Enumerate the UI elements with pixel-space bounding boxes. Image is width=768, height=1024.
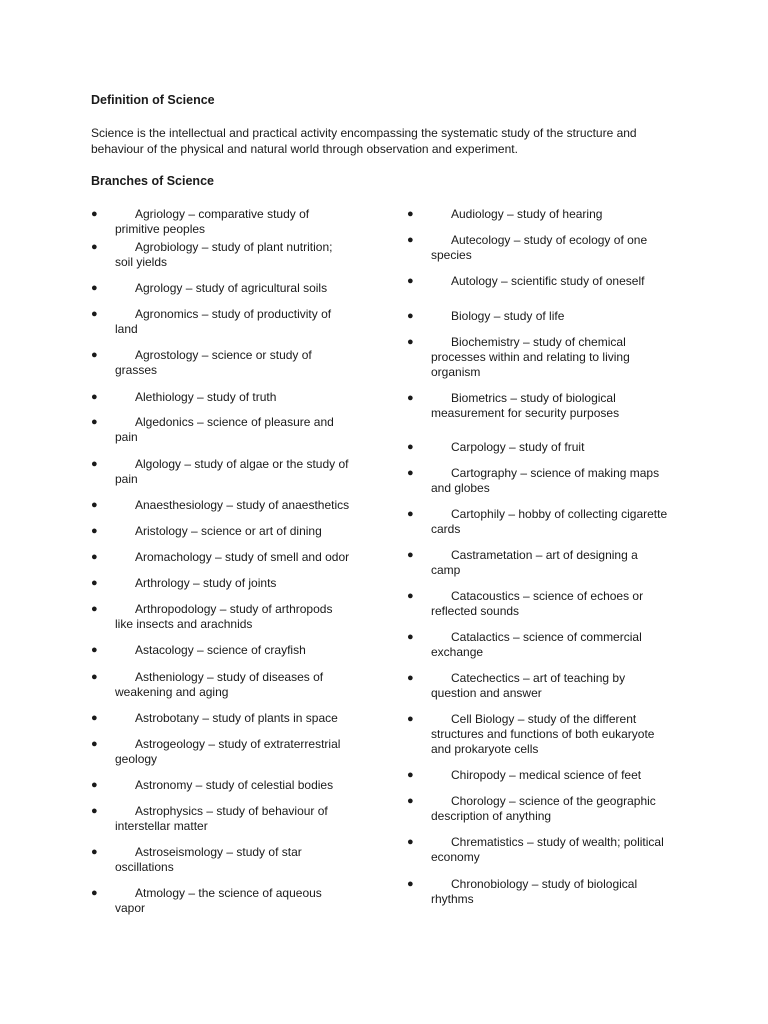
bullet-icon: ● — [91, 644, 98, 656]
list-item-text: Biometrics – study of biological measurement for security purposes — [431, 391, 620, 420]
bullet-icon: ● — [407, 631, 414, 643]
list-item-text: Arthrology – study of joints — [135, 576, 277, 590]
list-item-text: Astronomy – study of celestial bodies — [135, 778, 334, 792]
list-item — [407, 835, 669, 865]
list-item — [91, 643, 353, 658]
bullet-icon: ● — [91, 241, 98, 253]
list-item-text: Audiology – study of hearing — [451, 207, 603, 221]
list-item-text: Biochemistry – study of chemical processes within and relating to living organism — [431, 335, 630, 379]
list-item — [91, 670, 353, 700]
bullet-icon: ● — [91, 671, 98, 683]
bullet-icon: ● — [407, 234, 414, 246]
bullet-icon: ● — [91, 805, 98, 817]
list-item-text: Chrematistics – study of wealth; political economy — [431, 835, 664, 864]
bullet-icon: ● — [91, 208, 98, 220]
list-item-text: Astheniology – study of diseases of weakening and aging — [115, 670, 324, 699]
list-item-text: Agronomics – study of productivity of land — [115, 307, 332, 336]
list-item — [407, 391, 669, 421]
list-item-text: Astrophysics – study of behaviour of interstellar matter — [115, 804, 328, 833]
bullet-icon: ● — [407, 795, 414, 807]
list-item-text: Agrostology – science or study of grasses — [115, 348, 312, 377]
bullet-icon: ● — [407, 878, 414, 890]
list-item-text: Agrology – study of agricultural soils — [135, 281, 328, 295]
bullet-icon: ● — [91, 887, 98, 899]
list-item — [407, 466, 669, 496]
list-item-text: Autecology – study of ecology of one species — [431, 233, 648, 262]
list-item-text: Catacoustics – science of echoes or reflected sounds — [431, 589, 644, 618]
list-item — [407, 440, 669, 455]
bullet-icon: ● — [407, 672, 414, 684]
bullet-icon: ● — [91, 712, 98, 724]
list-item — [407, 877, 669, 907]
bullet-icon: ● — [91, 308, 98, 320]
bullet-icon: ● — [407, 769, 414, 781]
list-item-text: Arthropodology – study of arthropods like insects and arachnids — [115, 602, 333, 631]
list-item-text: Alethiology – study of truth — [135, 390, 277, 404]
list-item-text: Algedonics – science of pleasure and pain — [115, 415, 334, 444]
list-item — [407, 335, 669, 380]
bullet-icon: ● — [91, 416, 98, 428]
list-item — [91, 778, 353, 793]
list-item — [91, 711, 353, 726]
list-item-text: Chorology – science of the geographic description of anything — [431, 794, 656, 823]
list-item — [407, 630, 669, 660]
list-item — [91, 602, 353, 632]
list-item-text: Agriology – comparative study of primitive peoples — [115, 207, 310, 236]
list-item — [91, 886, 353, 916]
list-item — [91, 737, 353, 767]
list-item-text: Astrogeology – study of extraterrestrial geology — [115, 737, 341, 766]
definition-heading: Definition of Science — [91, 93, 215, 107]
list-item-text: Aristology – science or art of dining — [135, 524, 322, 538]
bullet-icon: ● — [407, 208, 414, 220]
bullet-icon: ● — [407, 275, 414, 287]
list-item — [91, 845, 353, 875]
list-item-text: Atmology – the science of aqueous vapor — [115, 886, 322, 915]
bullet-icon: ● — [407, 549, 414, 561]
branches-heading: Branches of Science — [91, 174, 214, 188]
bullet-icon: ● — [407, 336, 414, 348]
list-item-text: Astroseismology – study of star oscillations — [115, 845, 302, 874]
list-item — [407, 207, 669, 222]
list-item — [91, 207, 353, 237]
list-item — [91, 524, 353, 539]
list-item — [407, 233, 669, 263]
list-item — [407, 768, 669, 783]
list-item-text: Carpology – study of fruit — [451, 440, 585, 454]
bullet-icon: ● — [91, 577, 98, 589]
list-item — [91, 415, 353, 445]
list-item — [407, 589, 669, 619]
bullet-icon: ● — [91, 738, 98, 750]
bullet-icon: ● — [407, 590, 414, 602]
list-item — [407, 548, 669, 578]
list-item — [91, 550, 353, 565]
list-item — [407, 794, 669, 824]
list-item — [407, 507, 669, 537]
bullet-icon: ● — [407, 441, 414, 453]
list-item — [407, 712, 669, 757]
list-item-text: Agrobiology – study of plant nutrition; soil yields — [115, 240, 333, 269]
list-item-text: Algology – study of algae or the study of pain — [115, 457, 349, 486]
bullet-icon: ● — [91, 282, 98, 294]
bullet-icon: ● — [91, 499, 98, 511]
list-item-text: Autology – scientific study of oneself — [451, 274, 645, 288]
list-item-text: Cartophily – hobby of collecting cigarette cards — [431, 507, 668, 536]
list-item-text: Anaesthesiology – study of anaesthetics — [135, 498, 350, 512]
bullet-icon: ● — [407, 310, 414, 322]
bullet-icon: ● — [407, 392, 414, 404]
list-item-text: Aromachology – study of smell and odor — [135, 550, 350, 564]
bullet-icon: ● — [91, 458, 98, 470]
list-item — [91, 348, 353, 378]
bullet-icon: ● — [407, 467, 414, 479]
list-item-text: Biology – study of life — [451, 309, 565, 323]
list-item-text: Catalactics – science of commercial exchange — [431, 630, 642, 659]
bullet-icon: ● — [91, 551, 98, 563]
list-item — [91, 281, 353, 296]
list-item — [91, 576, 353, 591]
bullet-icon: ● — [91, 779, 98, 791]
list-item — [91, 307, 353, 337]
list-item-text: Castrametation – art of designing a camp — [431, 548, 638, 577]
bullet-icon: ● — [91, 391, 98, 403]
list-item — [407, 274, 669, 289]
bullet-icon: ● — [407, 508, 414, 520]
list-item — [91, 804, 353, 834]
list-item — [91, 240, 353, 270]
bullet-icon: ● — [91, 349, 98, 361]
list-item-text: Chronobiology – study of biological rhythms — [431, 877, 638, 906]
list-item-text: Astrobotany – study of plants in space — [135, 711, 338, 725]
list-item-text: Catechectics – art of teaching by question and answer — [431, 671, 626, 700]
bullet-icon: ● — [91, 525, 98, 537]
list-item — [91, 390, 353, 405]
definition-paragraph: Science is the intellectual and practical activity encompassing the systematic study of the structure and behaviour of the physical and natural world through observation and experiment. — [91, 126, 637, 156]
list-item-text: Cell Biology – study of the different structures and functions of both eukaryote and prokaryote cells — [431, 712, 655, 756]
list-item — [407, 671, 669, 701]
list-item-text: Chiropody – medical science of feet — [451, 768, 642, 782]
bullet-icon: ● — [91, 603, 98, 615]
list-item-text: Astacology – science of crayfish — [135, 643, 306, 657]
bullet-icon: ● — [407, 713, 414, 725]
list-item — [91, 457, 353, 487]
list-item-text: Cartography – science of making maps and globes — [431, 466, 660, 495]
list-item — [407, 309, 669, 324]
bullet-icon: ● — [407, 836, 414, 848]
bullet-icon: ● — [91, 846, 98, 858]
list-item — [91, 498, 353, 513]
